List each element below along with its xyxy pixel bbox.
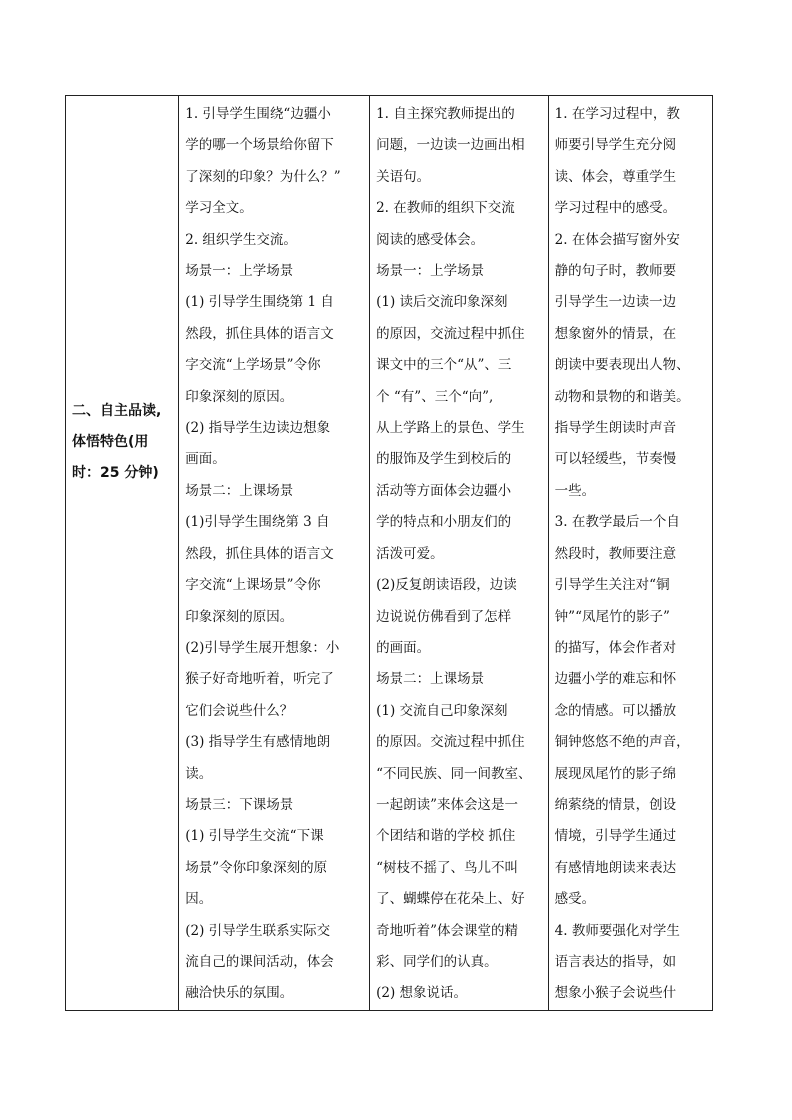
- student-activity-line: 活泼可爱。: [376, 545, 444, 562]
- student-activity-line: 1. 自主探究教师提出的: [376, 106, 515, 122]
- student-activity-line: “不同民族、同一间教室、: [376, 765, 532, 782]
- design-note-line: 师要引导学生充分阅: [554, 137, 677, 154]
- teacher-activity-line: 字交流“上课场景”令你: [185, 577, 321, 594]
- teacher-activity-line: (2)引导学生展开想象：小: [185, 639, 340, 656]
- student-activity-line: 的原因。交流过程中抓住: [376, 734, 525, 751]
- teacher-activity-line: 画面。: [185, 451, 226, 468]
- teacher-activity-line: 学的哪一个场景给你留下: [185, 137, 334, 154]
- teacher-activity-line: 融洽快乐的氛围。: [185, 985, 294, 1002]
- teacher-activity-line: (1)引导学生围绕第 3 自: [185, 514, 330, 531]
- student-activity-line: 问题，一边读一边画出相: [376, 137, 525, 154]
- teacher-activity-line: 读。: [185, 765, 213, 782]
- student-activity-line: 的画面。: [376, 639, 431, 656]
- design-notes-cell: [548, 96, 712, 1011]
- teacher-activity-line: 印象深刻的原因。: [185, 388, 294, 405]
- student-activity-line: 彩、同学们的认真。: [376, 953, 498, 970]
- teacher-activities-cell: [179, 96, 370, 1011]
- student-activity-line: (1) 交流自己印象深刻: [376, 702, 508, 719]
- student-activities-text: [370, 96, 548, 1010]
- teacher-activity-line: 学习全文。: [185, 200, 253, 217]
- student-activity-line: (2)反复朗读语段，边读: [376, 577, 517, 594]
- student-activity-line: 的原因，交流过程中抓住: [376, 325, 525, 342]
- teacher-activity-line: 场景三：下课场景: [185, 796, 294, 813]
- teacher-activity-line: 因。: [185, 891, 213, 908]
- design-notes-text: [549, 96, 712, 1010]
- design-note-line: 4. 教师要强化对学生: [554, 922, 680, 939]
- teacher-activity-line: 1. 引导学生围绕“边疆小: [185, 106, 331, 122]
- design-note-line: 引导学生一边读一边: [554, 294, 677, 311]
- stage-title-line: 时：25 分钟): [72, 465, 159, 481]
- stage-title-line: 体悟特色(用: [72, 434, 149, 450]
- teacher-activity-line: 流自己的课间活动，体会: [185, 953, 334, 970]
- design-note-line: 2. 在体会描写窗外安: [554, 231, 680, 248]
- design-note-line: 引导学生关注对“铜: [554, 577, 670, 594]
- student-activity-line: 活动等方面体会边疆小: [376, 482, 512, 499]
- teacher-activity-line: (1) 引导学生交流“下课: [185, 828, 324, 845]
- student-activity-line: 边说说仿佛看到了怎样: [376, 608, 512, 625]
- teacher-activity-line: 了深刻的印象？为什么？”: [185, 168, 341, 185]
- lesson-plan-table: [65, 95, 713, 1011]
- design-note-line: 边疆小学的难忘和怀: [554, 671, 677, 688]
- student-activity-line: 个 “有”、三个“向”,: [376, 388, 494, 405]
- teacher-activities-text: [179, 96, 369, 1010]
- design-note-line: 的描写，体会作者对: [554, 639, 677, 656]
- student-activity-line: 学的特点和小朋友们的: [376, 514, 512, 531]
- student-activity-line: 场景二：上课场景: [376, 671, 485, 688]
- teacher-activity-line: 2. 组织学生交流。: [185, 231, 297, 248]
- teacher-activity-line: (2) 指导学生边读边想象: [185, 420, 331, 437]
- student-activity-line: 关语句。: [376, 168, 431, 185]
- design-note-line: 静的句子时，教师要: [554, 263, 677, 280]
- teacher-activity-line: (1) 引导学生围绕第 1 自: [185, 294, 334, 311]
- student-activity-line: 课文中的三个“从”、三: [376, 357, 512, 374]
- student-activity-line: 阅读的感受体会。: [376, 231, 485, 248]
- student-activity-line: 个团结和谐的学校 抓住: [376, 828, 516, 845]
- student-activity-line: 场景一：上学场景: [376, 263, 485, 280]
- design-note-line: 情境，引导学生通过: [554, 828, 677, 845]
- teacher-activity-line: 猴子好奇地听着，听完了: [185, 671, 334, 688]
- design-note-line: 铜钟悠悠不绝的声音，: [554, 734, 690, 751]
- student-activities-cell: [370, 96, 549, 1011]
- design-note-line: 一些。: [554, 482, 596, 499]
- stage-cell: [66, 96, 179, 1011]
- design-note-line: 语言表达的指导，如: [554, 953, 677, 970]
- teacher-activity-line: 场景”令你印象深刻的原: [185, 859, 328, 876]
- teacher-activity-line: 然段，抓住具体的语言文: [185, 325, 334, 342]
- design-note-line: 读、体会，尊重学生: [554, 168, 677, 185]
- teacher-activity-line: (2) 引导学生联系实际交: [185, 922, 331, 939]
- design-note-line: 想象窗外的情景，在: [554, 325, 677, 342]
- student-activity-line: (1) 读后交流印象深刻: [376, 294, 508, 311]
- design-note-line: 有感情地朗读来表达: [554, 859, 677, 876]
- design-note-line: 可以轻缓些，节奏慢: [554, 451, 677, 468]
- teacher-activity-line: 字交流“上学场景”令你: [185, 357, 321, 374]
- student-activity-line: 了、蝴蝶停在花朵上、好: [376, 891, 525, 908]
- student-activity-line: 的服饰及学生到校后的: [376, 451, 512, 468]
- design-note-line: 念的情感。可以播放: [554, 702, 677, 719]
- design-note-line: 绵萦绕的情景，创设: [554, 796, 677, 813]
- student-activity-line: “树枝不摇了、鸟儿不叫: [376, 859, 518, 876]
- stage-title: [66, 396, 178, 489]
- student-activity-line: 奇地听着”体会课堂的精: [376, 922, 518, 939]
- stage-title-line: 二、自主品读,: [72, 403, 162, 419]
- student-activity-line: 一起朗读”来体会这是一: [376, 796, 518, 813]
- teacher-activity-line: (3) 指导学生有感情地朗: [185, 734, 331, 751]
- student-activity-line: 从上学路上的景色、学生: [376, 420, 525, 437]
- teacher-activity-line: 印象深刻的原因。: [185, 608, 294, 625]
- student-activity-line: (2) 想象说话。: [376, 985, 468, 1002]
- teacher-activity-line: 它们会说些什么？: [185, 702, 294, 719]
- design-note-line: 3. 在教学最后一个自: [554, 514, 680, 531]
- design-note-line: 钟”“凤尾竹的影子”: [554, 608, 670, 625]
- design-note-line: 指导学生朗读时声音: [554, 420, 677, 437]
- teacher-activity-line: 然段，抓住具体的语言文: [185, 545, 334, 562]
- design-note-line: 展现凤尾竹的影子绵: [554, 765, 677, 782]
- design-note-line: 感受。: [554, 891, 596, 908]
- student-activity-line: 2. 在教师的组织下交流: [376, 200, 515, 217]
- design-note-line: 然段时，教师要注意: [554, 545, 677, 562]
- table-row: [66, 96, 713, 1011]
- design-note-line: 学习过程中的感受。: [554, 200, 677, 217]
- teacher-activity-line: 场景二：上课场景: [185, 482, 294, 499]
- design-note-line: 想象小猴子会说些什: [554, 985, 677, 1002]
- design-note-line: 1. 在学习过程中，教: [554, 106, 680, 122]
- teacher-activity-line: 场景一：上学场景: [185, 263, 294, 280]
- design-note-line: 朗读中要表现出人物、: [554, 357, 690, 374]
- design-note-line: 动物和景物的和谐美。: [554, 388, 690, 405]
